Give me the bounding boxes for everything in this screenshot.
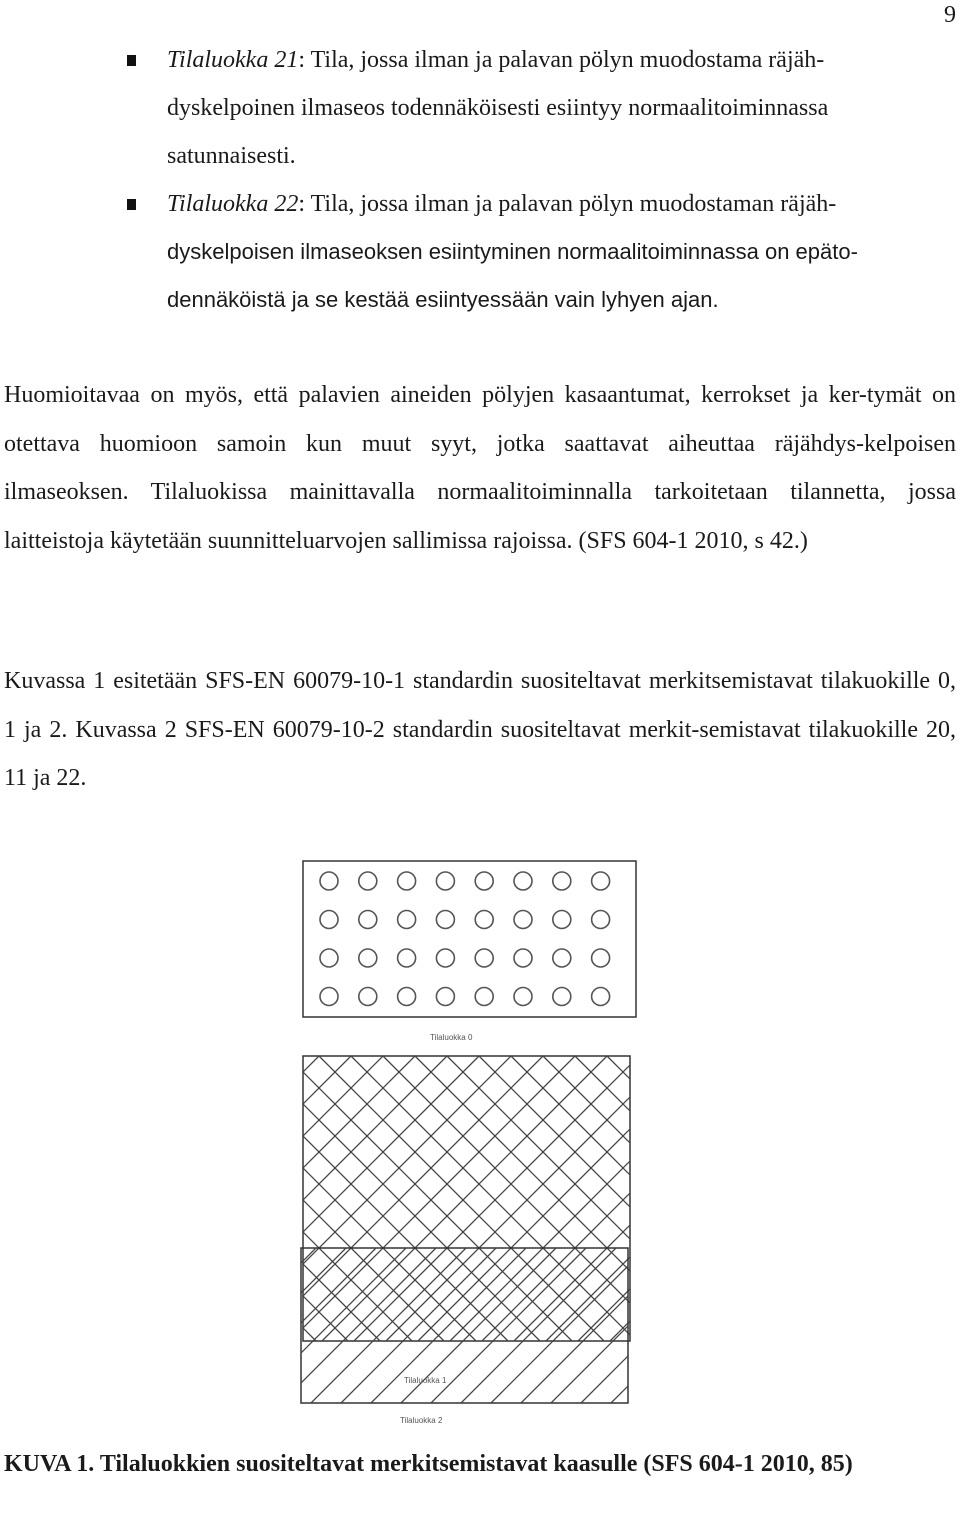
diagonal-line (371, 1248, 526, 1403)
diagonal-line (431, 1248, 586, 1403)
diagonal-line (101, 1248, 256, 1403)
hatch-line (66, 1056, 351, 1341)
panel-tilaluokka-0 (303, 861, 636, 1042)
bullet-line: dyskelpoinen ilmaseos todennäköisesti esiintyy normaalitoiminnassa (167, 95, 829, 121)
hatch-line (831, 1056, 960, 1341)
bullet-item-tilaluokka-21 (0, 36, 960, 180)
circle-pattern (320, 872, 610, 1006)
hatch-line (767, 1056, 960, 1341)
hatch-line (0, 1056, 31, 1341)
panel-label-tilaluokka-2: Tilaluokka 2 (400, 1416, 443, 1425)
bullet-line: dyskelpoisen ilmaseoksen esiintyminen normaalitoiminnassa on epäto- (167, 239, 858, 264)
bullet-line: Tilaluokka 22: Tila, jossa ilman ja palavan pölyn muodostaman räjäh- (167, 191, 837, 217)
panel-label: Tilaluokka 0 (430, 1033, 473, 1042)
hatch-line (799, 1056, 960, 1341)
pattern-circle (436, 988, 454, 1006)
panel-frame (303, 1056, 630, 1341)
pattern-circle (514, 988, 532, 1006)
pattern-circle (553, 988, 571, 1006)
pattern-circle (592, 872, 610, 890)
pattern-circle (475, 949, 493, 967)
hatch-line (0, 1056, 220, 1341)
crosshatch-pattern (0, 1056, 960, 1341)
hatch-line (2, 1056, 287, 1341)
pattern-circle (359, 949, 377, 967)
pattern-circle (436, 872, 454, 890)
pattern-circle (436, 949, 454, 967)
pattern-circle (359, 872, 377, 890)
bullet-line: dennäköistä ja se kestää esiintyessään vain lyhyen ajan. (167, 287, 719, 312)
hatch-line (0, 1056, 63, 1341)
diagonal-line (731, 1248, 886, 1403)
pattern-circle (592, 988, 610, 1006)
bullet-line: satunnaisesti. (167, 143, 296, 169)
panel-frame (301, 1248, 628, 1403)
hatch-line (706, 1056, 960, 1341)
diagonal-line (221, 1248, 376, 1403)
pattern-circle (553, 911, 571, 929)
diagonal-line (491, 1248, 646, 1403)
pattern-circle (475, 872, 493, 890)
pattern-circle (320, 949, 338, 967)
pattern-circle (398, 872, 416, 890)
diagonal-line (761, 1248, 916, 1403)
pattern-circle (475, 988, 493, 1006)
pattern-circle (359, 988, 377, 1006)
diagonal-line (791, 1248, 946, 1403)
pattern-circle (436, 911, 454, 929)
hatch-line (543, 1056, 828, 1341)
pattern-circle (359, 911, 377, 929)
pattern-circle (514, 949, 532, 967)
hatch-line (98, 1056, 383, 1341)
bullet-term: Tilaluokka 21 (167, 47, 299, 73)
hatch-line (511, 1056, 796, 1341)
pattern-circle (592, 949, 610, 967)
diagonal-line (851, 1248, 960, 1403)
figure-caption: KUVA 1. Tilaluokkien suositeltavat merkitsemistavat kaasulle (SFS 604-1 2010, 85) (4, 1451, 853, 1477)
hatch-line (642, 1056, 927, 1341)
hatch-line (31, 1056, 316, 1341)
pattern-circle (514, 911, 532, 929)
hatch-line (0, 1056, 159, 1341)
hatch-line (130, 1056, 415, 1341)
diagonal-line (611, 1248, 766, 1403)
body-paragraph: Kuvassa 1 esitetään SFS-EN 60079-10-1 standardin suositeltavat merkitsemistavat tilakuokille 0, 1 ja 2. Kuvassa 2 SFS-EN 60079-10-2 standardin suositeltavat merkit-semistavat tilakuokille 20, 11 ja 22. (4, 668, 956, 791)
page-number: 9 (944, 2, 956, 28)
hatch-line (575, 1056, 860, 1341)
hatch-line (0, 1056, 191, 1341)
hatch-line (610, 1056, 895, 1341)
pattern-circle (320, 872, 338, 890)
pattern-circle (320, 988, 338, 1006)
hatch-line (671, 1056, 956, 1341)
pattern-circle (514, 872, 532, 890)
hatch-line (863, 1056, 960, 1341)
diagonal-line (881, 1248, 960, 1403)
panel-label-tilaluokka-1: Tilaluokka 1 (404, 1376, 447, 1385)
diagonal-line (161, 1248, 316, 1403)
diagonal-line (581, 1248, 736, 1403)
pattern-circle (398, 988, 416, 1006)
hatch-line (0, 1056, 127, 1341)
bullet-list (0, 36, 960, 324)
pattern-circle (553, 872, 571, 890)
diagonal-line (821, 1248, 960, 1403)
hatch-line (0, 1056, 95, 1341)
diagonal-line (701, 1248, 856, 1403)
hatch-line (0, 1056, 255, 1341)
hatch-line (735, 1056, 960, 1341)
panel-frame (303, 861, 636, 1017)
hatch-line (0, 1056, 284, 1341)
hatch-line (607, 1056, 892, 1341)
hatch-line (927, 1056, 960, 1341)
hatch-line (674, 1056, 959, 1341)
panel-tilaluokka-2 (101, 1248, 960, 1403)
square-bullet-icon (127, 199, 136, 210)
zone-marking-figure (0, 845, 960, 1435)
hatch-line (639, 1056, 924, 1341)
pattern-circle (592, 911, 610, 929)
pattern-circle (398, 911, 416, 929)
hatch-line (0, 1056, 252, 1341)
hatch-line (0, 1056, 188, 1341)
square-bullet-icon (127, 55, 136, 66)
hatch-line (703, 1056, 960, 1341)
pattern-circle (553, 949, 571, 967)
diagonal-pattern (101, 1248, 960, 1403)
pattern-circle (320, 911, 338, 929)
hatch-line (0, 1056, 223, 1341)
panel-tilaluokka-1 (0, 1056, 960, 1341)
bullet-line: Tilaluokka 21: Tila, jossa ilman ja palavan pölyn muodostama räjäh- (167, 47, 825, 73)
diagonal-line (191, 1248, 346, 1403)
hatch-line (895, 1056, 960, 1341)
pattern-circle (475, 911, 493, 929)
hatch-line (34, 1056, 319, 1341)
diagonal-line (641, 1248, 796, 1403)
diagonal-line (671, 1248, 826, 1403)
bullet-term: Tilaluokka 22 (167, 191, 299, 217)
bullet-item-tilaluokka-22 (0, 180, 960, 324)
body-paragraph: Huomioitavaa on myös, että palavien aineiden pölyjen kasaantumat, kerrokset ja ker-tymät on otettava huomioon samoin kun muut syyt, jotka saattavat aiheuttaa räjähdys-kelpoisen ilmaseoksen. Tilaluokissa mainittavalla normaalitoiminnalla tarkoitetaan tilannetta, jossa laitteistoja käytetään suunnitteluarvojen sallimissa rajoissa. (SFS 604-1 2010, s 42.) (4, 382, 956, 554)
diagonal-line (131, 1248, 286, 1403)
pattern-circle (398, 949, 416, 967)
